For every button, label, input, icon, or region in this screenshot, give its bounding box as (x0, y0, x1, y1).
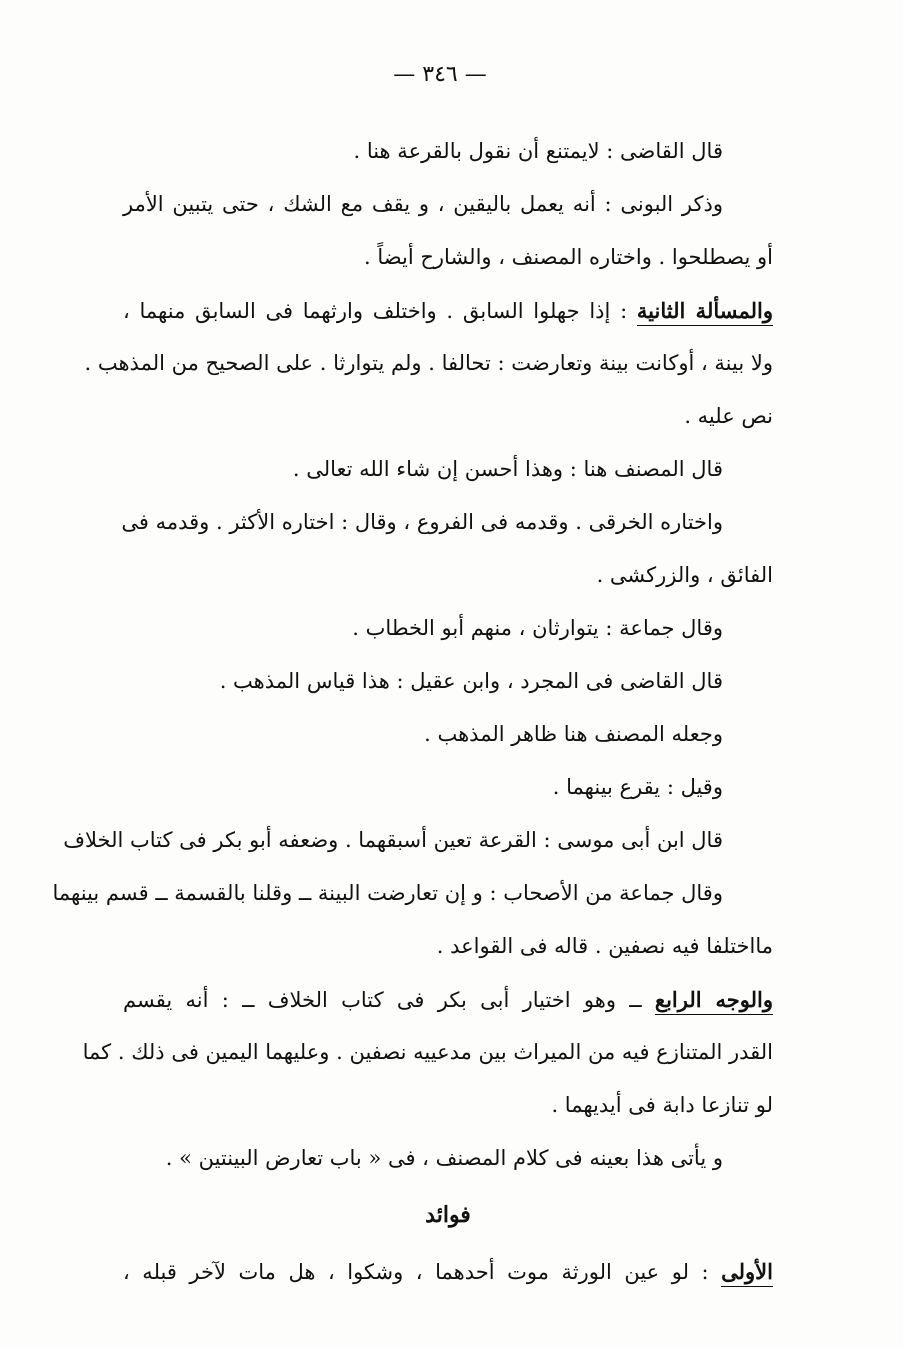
text-line: قال ابن أبى موسى : القرعة تعين أسبقهما . وضعفه أبو بكر فى كتاب الخلاف (63, 828, 723, 852)
text-line: قال المصنف هنا : وهذا أحسن إن شاء الله تعالى . (292, 457, 723, 481)
text-line: وجعله المصنف هنا ظاهر المذهب . (424, 722, 723, 746)
section-term: والمسألة الثانية (637, 298, 773, 326)
text-line: واختاره الخرقى . وقدمه فى الفروع ، وقال : اختاره الأكثر . وقدمه فى (121, 510, 723, 534)
section-term: الأولى (721, 1259, 773, 1287)
page-body (52, 125, 773, 1298)
text-span: : لو عين الورثة موت أحدهما ، وشكوا ، هل مات لآخر قبله ، (123, 1260, 709, 1284)
text-span: ــ وهو اختيار أبى بكر فى كتاب الخلاف ــ : أنه يقسم (123, 988, 642, 1012)
text-line: و يأتى هذا بعينه فى كلام المصنف ، فى « باب تعارض البينتين » . (165, 1146, 723, 1170)
text-line: لو تنازعا دابة فى أيديهما . (551, 1093, 773, 1117)
text-line (123, 284, 773, 337)
text-line: وقال جماعة : يتوارثان ، منهم أبو الخطاب . (352, 616, 723, 640)
text-line: وذكر البونى : أنه يعمل باليقين ، و يقف مع الشك ، حتى يتبين الأمر (123, 192, 723, 216)
text-line: ولا بينة ، أوكانت بينة وتعارضت : تحالفا . ولم يتوارثا . على الصحيح من المذهب . (84, 351, 773, 375)
text-line: نص عليه . (684, 404, 773, 428)
text-line: أو يصطلحوا . واختاره المصنف ، والشارح أيضاً . (364, 245, 773, 269)
text-line: الفائق ، والزركشى . (596, 563, 773, 587)
text-line: القدر المتنازع فيه من الميراث بين مدعييه نصفين . وعليهما اليمين فى ذلك . كما (82, 1040, 773, 1064)
text-line: مااختلفا فيه نصفين . قاله فى القواعد . (436, 934, 773, 958)
text-line (123, 1245, 773, 1298)
section-term: والوجه الرابع (655, 987, 773, 1015)
section-heading: فوائد (425, 1202, 471, 1228)
text-line (123, 973, 773, 1026)
text-span: : إذا جهلوا السابق . واختلف وارثهما فى السابق منهما ، (123, 299, 628, 323)
text-line: قال القاضى : لايمتنع أن نقول بالقرعة هنا . (353, 139, 723, 163)
text-line: قال القاضى فى المجرد ، وابن عقيل : هذا قياس المذهب . (219, 669, 723, 693)
page-number: — ٣٤٦ — (393, 62, 487, 87)
text-line: وقال جماعة من الأصحاب : و إن تعارضت البينة ــ وقلنا بالقسمة ــ قسم بينهما (52, 881, 723, 905)
text-line: وقيل : يقرع بينهما . (552, 775, 723, 799)
